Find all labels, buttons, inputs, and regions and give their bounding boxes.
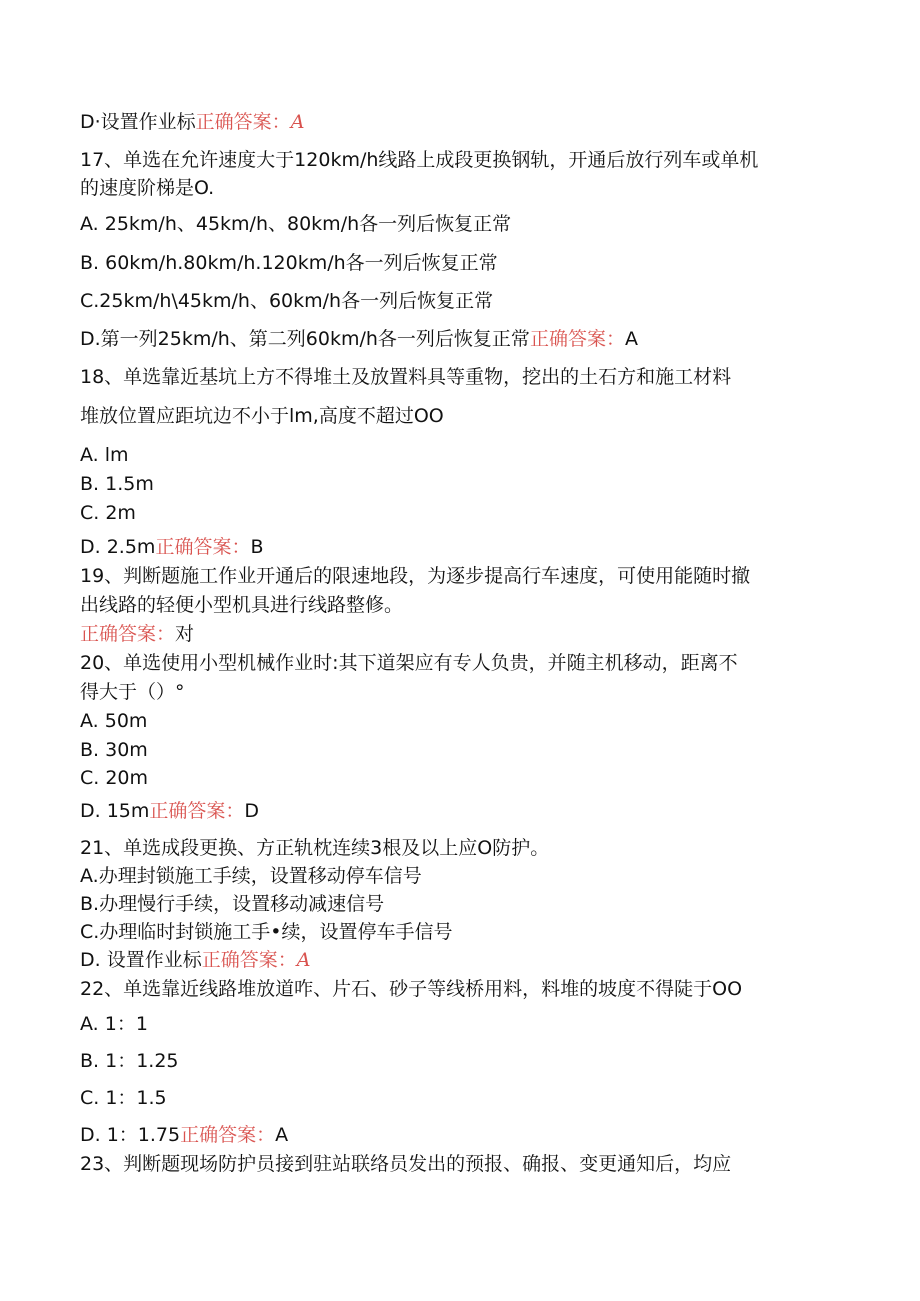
question-20-cont bbox=[80, 678, 185, 706]
option-text: D·设置作业标 bbox=[80, 111, 196, 133]
option-c-q17 bbox=[80, 287, 493, 315]
answer-value: A bbox=[296, 949, 311, 971]
option-d-q17 bbox=[80, 325, 638, 353]
question-text: 出线路的轻便小型机具进行线路整修。 bbox=[80, 594, 404, 616]
option-d-q20 bbox=[80, 797, 259, 825]
answer-label: 正确答案： bbox=[180, 1124, 276, 1146]
option-text: D. 2.5m bbox=[80, 536, 156, 558]
option-text: D. 设置作业标 bbox=[80, 949, 202, 971]
answer-value: A bbox=[275, 1124, 289, 1146]
option-b-q20 bbox=[80, 736, 148, 764]
option-text: D.第一列25km/h、第二列60km/h各一列后恢复正常 bbox=[80, 328, 530, 350]
option-c-q18 bbox=[80, 499, 136, 527]
option-b-q22 bbox=[80, 1047, 179, 1075]
question-text: 得大于（）° bbox=[80, 681, 185, 703]
answer-label: 正确答案： bbox=[201, 949, 297, 971]
question-text: 18、单选靠近基坑上方不得堆土及放置料具等重物，挖出的土石方和施工材料 bbox=[80, 366, 732, 388]
option-text: D. 1：1.75 bbox=[80, 1124, 181, 1146]
question-text: 的速度阶梯是O. bbox=[80, 177, 215, 199]
option-c-q20 bbox=[80, 764, 148, 792]
option-text: A. 25km/h、45km/h、80km/h各一列后恢复正常 bbox=[80, 213, 512, 235]
question-18 bbox=[80, 363, 731, 391]
option-text: C. 1：1.5 bbox=[80, 1087, 167, 1109]
question-text: 21、单选成段更换、方正轨枕连续3根及以上应O防护。 bbox=[80, 837, 550, 859]
answer-label: 正确答案： bbox=[149, 800, 245, 822]
answer-value: A bbox=[290, 111, 305, 133]
option-c-q22 bbox=[80, 1084, 167, 1112]
option-text: D. 15m bbox=[80, 800, 150, 822]
option-text: B.办理慢行手续，设置移动减速信号 bbox=[80, 893, 385, 915]
option-a-q17 bbox=[80, 210, 511, 238]
answer-label: 正确答案： bbox=[155, 536, 251, 558]
answer-value: B bbox=[250, 536, 264, 558]
option-text: A. 1：1 bbox=[80, 1013, 148, 1035]
question-22 bbox=[80, 975, 742, 1003]
question-text: 20、单选使用小型机械作业时:其下道架应有专人负贵，并随主机移动，距离不 bbox=[80, 652, 738, 674]
option-text: A. lm bbox=[80, 444, 129, 466]
answer-label: 正确答案： bbox=[529, 328, 625, 350]
answer-label: 正确答案： bbox=[195, 111, 291, 133]
option-d-q21 bbox=[80, 946, 310, 974]
option-d-q16 bbox=[80, 108, 304, 136]
question-text: 22、单选靠近线路堆放道咋、片石、砂子等线桥用料，料堆的坡度不得陡于OO bbox=[80, 978, 743, 1000]
option-text: A.办理封锁施工手续，设置移动停车信号 bbox=[80, 865, 422, 887]
answer-value: D bbox=[244, 800, 260, 822]
question-20 bbox=[80, 649, 738, 677]
option-b-q18 bbox=[80, 470, 154, 498]
option-text: C. 20m bbox=[80, 767, 149, 789]
question-text: 堆放位置应距坑边不小于lm,高度不超过OO bbox=[80, 405, 444, 427]
question-17-cont bbox=[80, 174, 214, 202]
option-text: B. 30m bbox=[80, 739, 148, 761]
question-23 bbox=[80, 1150, 731, 1178]
option-d-q18 bbox=[80, 533, 264, 561]
option-a-q21 bbox=[80, 862, 422, 890]
question-text: 17、单选在允许速度大于120km/h线路上成段更换钢轨，开通后放行列车或单机 bbox=[80, 149, 759, 171]
option-text: C.25km/h\45km/h、60km/h各一列后恢复正常 bbox=[80, 290, 494, 312]
question-18-cont bbox=[80, 402, 444, 430]
option-d-q22 bbox=[80, 1121, 288, 1149]
option-text: A. 50m bbox=[80, 710, 148, 732]
answer-value: A bbox=[624, 328, 638, 350]
question-text: 23、判断题现场防护员接到驻站联络员发出的预报、确报、变更通知后，均应 bbox=[80, 1153, 732, 1175]
answer-label: 正确答案： bbox=[80, 623, 176, 645]
option-text: B. 60km/h.80km/h.120km/h各一列后恢复正常 bbox=[80, 252, 498, 274]
question-19-cont bbox=[80, 591, 403, 619]
option-a-q22 bbox=[80, 1010, 148, 1038]
question-21 bbox=[80, 834, 549, 862]
option-b-q21 bbox=[80, 890, 384, 918]
option-text: B. 1：1.25 bbox=[80, 1050, 179, 1072]
option-text: C. 2m bbox=[80, 502, 136, 524]
question-19 bbox=[80, 562, 750, 590]
answer-q19 bbox=[80, 620, 194, 648]
option-text: C.办理临时封锁施工手•续，设置停车手信号 bbox=[80, 921, 453, 943]
option-a-q20 bbox=[80, 707, 147, 735]
question-17 bbox=[80, 146, 758, 174]
option-b-q17 bbox=[80, 249, 498, 277]
answer-value: 对 bbox=[175, 623, 195, 645]
option-c-q21 bbox=[80, 918, 453, 946]
option-a-q18 bbox=[80, 441, 129, 469]
question-text: 19、判断题施工作业开通后的限速地段，为逐步提高行车速度，可使用能随时撤 bbox=[80, 565, 751, 587]
option-text: B. 1.5m bbox=[80, 473, 154, 495]
